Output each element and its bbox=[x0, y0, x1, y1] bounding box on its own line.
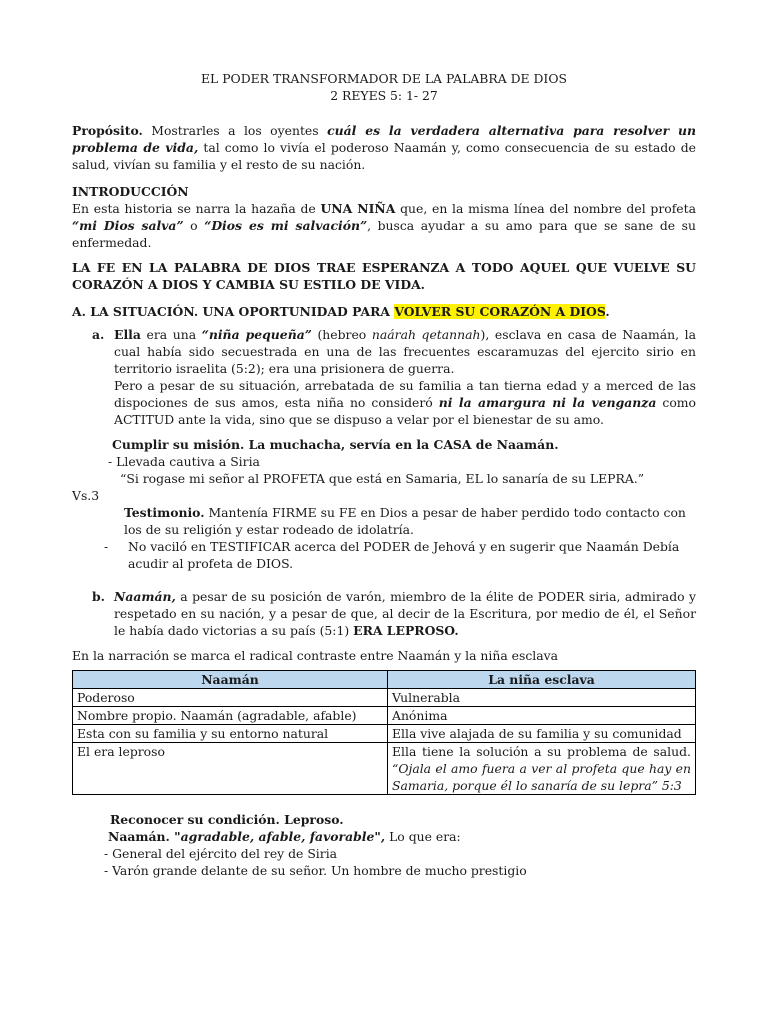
intro-text-4: , busca ayudar a su amo para que se sane de su enfermedad. bbox=[72, 218, 696, 250]
verse-ref: Vs.3 bbox=[72, 488, 100, 503]
table-cell: Nombre propio. Naamán (agradable, afable) bbox=[73, 707, 388, 725]
intro-text-1: En esta historia se narra la hazaña de bbox=[72, 201, 321, 216]
item-a-hebrew: naárah qetannah bbox=[371, 327, 481, 342]
table-header-naaman: Naamán bbox=[73, 671, 388, 689]
reconocer-line bbox=[108, 828, 696, 845]
table-cell bbox=[388, 743, 696, 795]
purpose-text-1: Mostrarles a los oyentes bbox=[142, 123, 328, 138]
document-title bbox=[72, 70, 696, 104]
item-a-p2-emphasis: ni la amargura ni la venganza bbox=[438, 395, 657, 410]
item-a-subject: Ella bbox=[114, 327, 141, 342]
item-a-text-2: (hebreo bbox=[311, 327, 372, 342]
item-a-marker: a. bbox=[92, 327, 105, 342]
cumplir-line-2: “Si rogase mi señor al PROFETA que está en Samaria, EL lo sanaría de su LEPRA.” bbox=[120, 471, 645, 486]
table-cell: Vulnerabla bbox=[388, 689, 696, 707]
table-cell: Esta con su familia y su entorno natural bbox=[73, 725, 388, 743]
item-b-marker: b. bbox=[92, 589, 105, 604]
reconocer-heading: Reconocer su condición. Leproso. bbox=[110, 812, 344, 827]
item-b bbox=[92, 588, 696, 639]
item-b-text: a pesar de su posición de varón, miembro de la élite de PODER siria, admirado y respetado en su nación, y a pesar de que, al decir de la Escritura, por medio de él, el Señor le había dado victorias a su país (5:1) bbox=[114, 589, 696, 638]
purpose-label: Propósito. bbox=[72, 123, 143, 138]
item-a bbox=[92, 326, 696, 428]
cumplir-line-1: - Llevada cautiva a Siria bbox=[108, 454, 260, 469]
item-a-paragraph-1 bbox=[114, 326, 696, 377]
cumplir-heading: Cumplir su misión. La muchacha, servía en la CASA de Naamán. bbox=[112, 437, 559, 452]
item-a-text-1: era una bbox=[140, 327, 202, 342]
reconocer-item-1: - General del ejército del rey de Siria bbox=[104, 846, 338, 861]
table-cell-text: Ella tiene la solución a su problema de salud. bbox=[392, 744, 691, 759]
item-b-name: Naamán, bbox=[114, 589, 176, 604]
testimonio-paragraph bbox=[124, 504, 696, 538]
table-header-row bbox=[73, 671, 696, 689]
section-a-text: A. LA SITUACIÓN. UNA OPORTUNIDAD PARA bbox=[72, 304, 395, 319]
table-cell: El era leproso bbox=[73, 743, 388, 795]
item-b-bold: ERA LEPROSO. bbox=[353, 623, 459, 638]
intro-quote-2: “Dios es mi salvación” bbox=[204, 218, 368, 233]
reconocer-item-2: - Varón grande delante de su señor. Un hombre de mucho prestigio bbox=[104, 863, 527, 878]
reconocer-quote: "agradable, afable, favorable", bbox=[174, 829, 386, 844]
purpose-paragraph bbox=[72, 122, 696, 173]
reconocer-name: Naamán. bbox=[108, 829, 175, 844]
item-a-p2-text-1: Pero a pesar de su situación, arrebatada de su familia a tan tierna edad y a merced de las dispociones de sus amos, esta niña no consideró bbox=[114, 378, 696, 410]
table-cell: Anónima bbox=[388, 707, 696, 725]
table-row bbox=[73, 725, 696, 743]
table-header-nina: La niña esclava bbox=[388, 671, 696, 689]
item-a-text-3: ), esclava en casa de Naamán, la cual había sido secuestrada en una de las frecuentes escaramuzas del ejercito sirio en territorio israelita (5:2); era una prisionera de guerra. bbox=[114, 327, 696, 376]
document-page bbox=[72, 70, 696, 879]
title-line-1: EL PODER TRANSFORMADOR DE LA PALABRA DE DIOS bbox=[201, 71, 567, 86]
testimonio-dash-item bbox=[104, 538, 696, 572]
comparison-table bbox=[72, 670, 696, 795]
table-cell: Poderoso bbox=[73, 689, 388, 707]
intro-heading: INTRODUCCIÓN bbox=[72, 184, 189, 199]
item-a-quote: “niña pequeña” bbox=[201, 327, 312, 342]
table-row bbox=[73, 743, 696, 795]
intro-quote-1: “mi Dios salva” bbox=[72, 218, 184, 233]
purpose-emphasis: cuál es la verdadera alternativa para resolver un problema de vida, bbox=[72, 123, 696, 155]
table-row bbox=[73, 689, 696, 707]
purpose-text-2: tal como lo vivía el poderoso Naamán y, como consecuencia de su estado de salud, vivían su familia y el resto de su nación. bbox=[72, 140, 697, 172]
section-a-highlight: VOLVER SU CORAZÓN A DIOS bbox=[394, 304, 606, 319]
intro-bold-1: UNA NIÑA bbox=[320, 201, 396, 216]
item-a-p2-text-2: como ACTITUD ante la vida, sino que se dispuso a velar por el bienestar de su amo. bbox=[114, 395, 696, 427]
testimonio-label: Testimonio. bbox=[124, 505, 205, 520]
table-cell: Ella vive alajada de su familia y su comunidad bbox=[388, 725, 696, 743]
intro-text-2: que, en la misma línea del nombre del profeta bbox=[395, 201, 696, 216]
section-a-period: . bbox=[605, 304, 610, 319]
table-cell-quote: “Ojala el amo fuera a ver al profeta que hay en Samaria, porque él lo sanaría de su lepra” 5:3 bbox=[392, 761, 691, 793]
title-line-2: 2 REYES 5: 1- 27 bbox=[330, 88, 438, 103]
thesis-statement: LA FE EN LA PALABRA DE DIOS TRAE ESPERANZA A TODO AQUEL QUE VUELVE SU CORAZÓN A DIOS Y CAMBIA SU ESTILO DE VIDA. bbox=[72, 260, 696, 292]
intro-paragraph bbox=[72, 200, 696, 251]
item-a-paragraph-2 bbox=[114, 377, 696, 428]
item-b-paragraph bbox=[114, 588, 696, 639]
table-row bbox=[73, 707, 696, 725]
intro-text-3: o bbox=[183, 218, 205, 233]
testimonio-dash: - bbox=[104, 539, 109, 554]
reconocer-text: Lo que era: bbox=[385, 829, 461, 844]
testimonio-text-1: Mantenía FIRME su FE en Dios a pesar de haber perdido todo contacto con los de su religión y estar rodeado de idolatría. bbox=[124, 505, 686, 537]
section-a-heading bbox=[72, 303, 696, 320]
testimonio-text-2: No vaciló en TESTIFICAR acerca del PODER de Jehová y en sugerir que Naamán Debía acudir al profeta de DIOS. bbox=[128, 539, 680, 571]
contrast-intro: En la narración se marca el radical contraste entre Naamán y la niña esclava bbox=[72, 648, 559, 663]
